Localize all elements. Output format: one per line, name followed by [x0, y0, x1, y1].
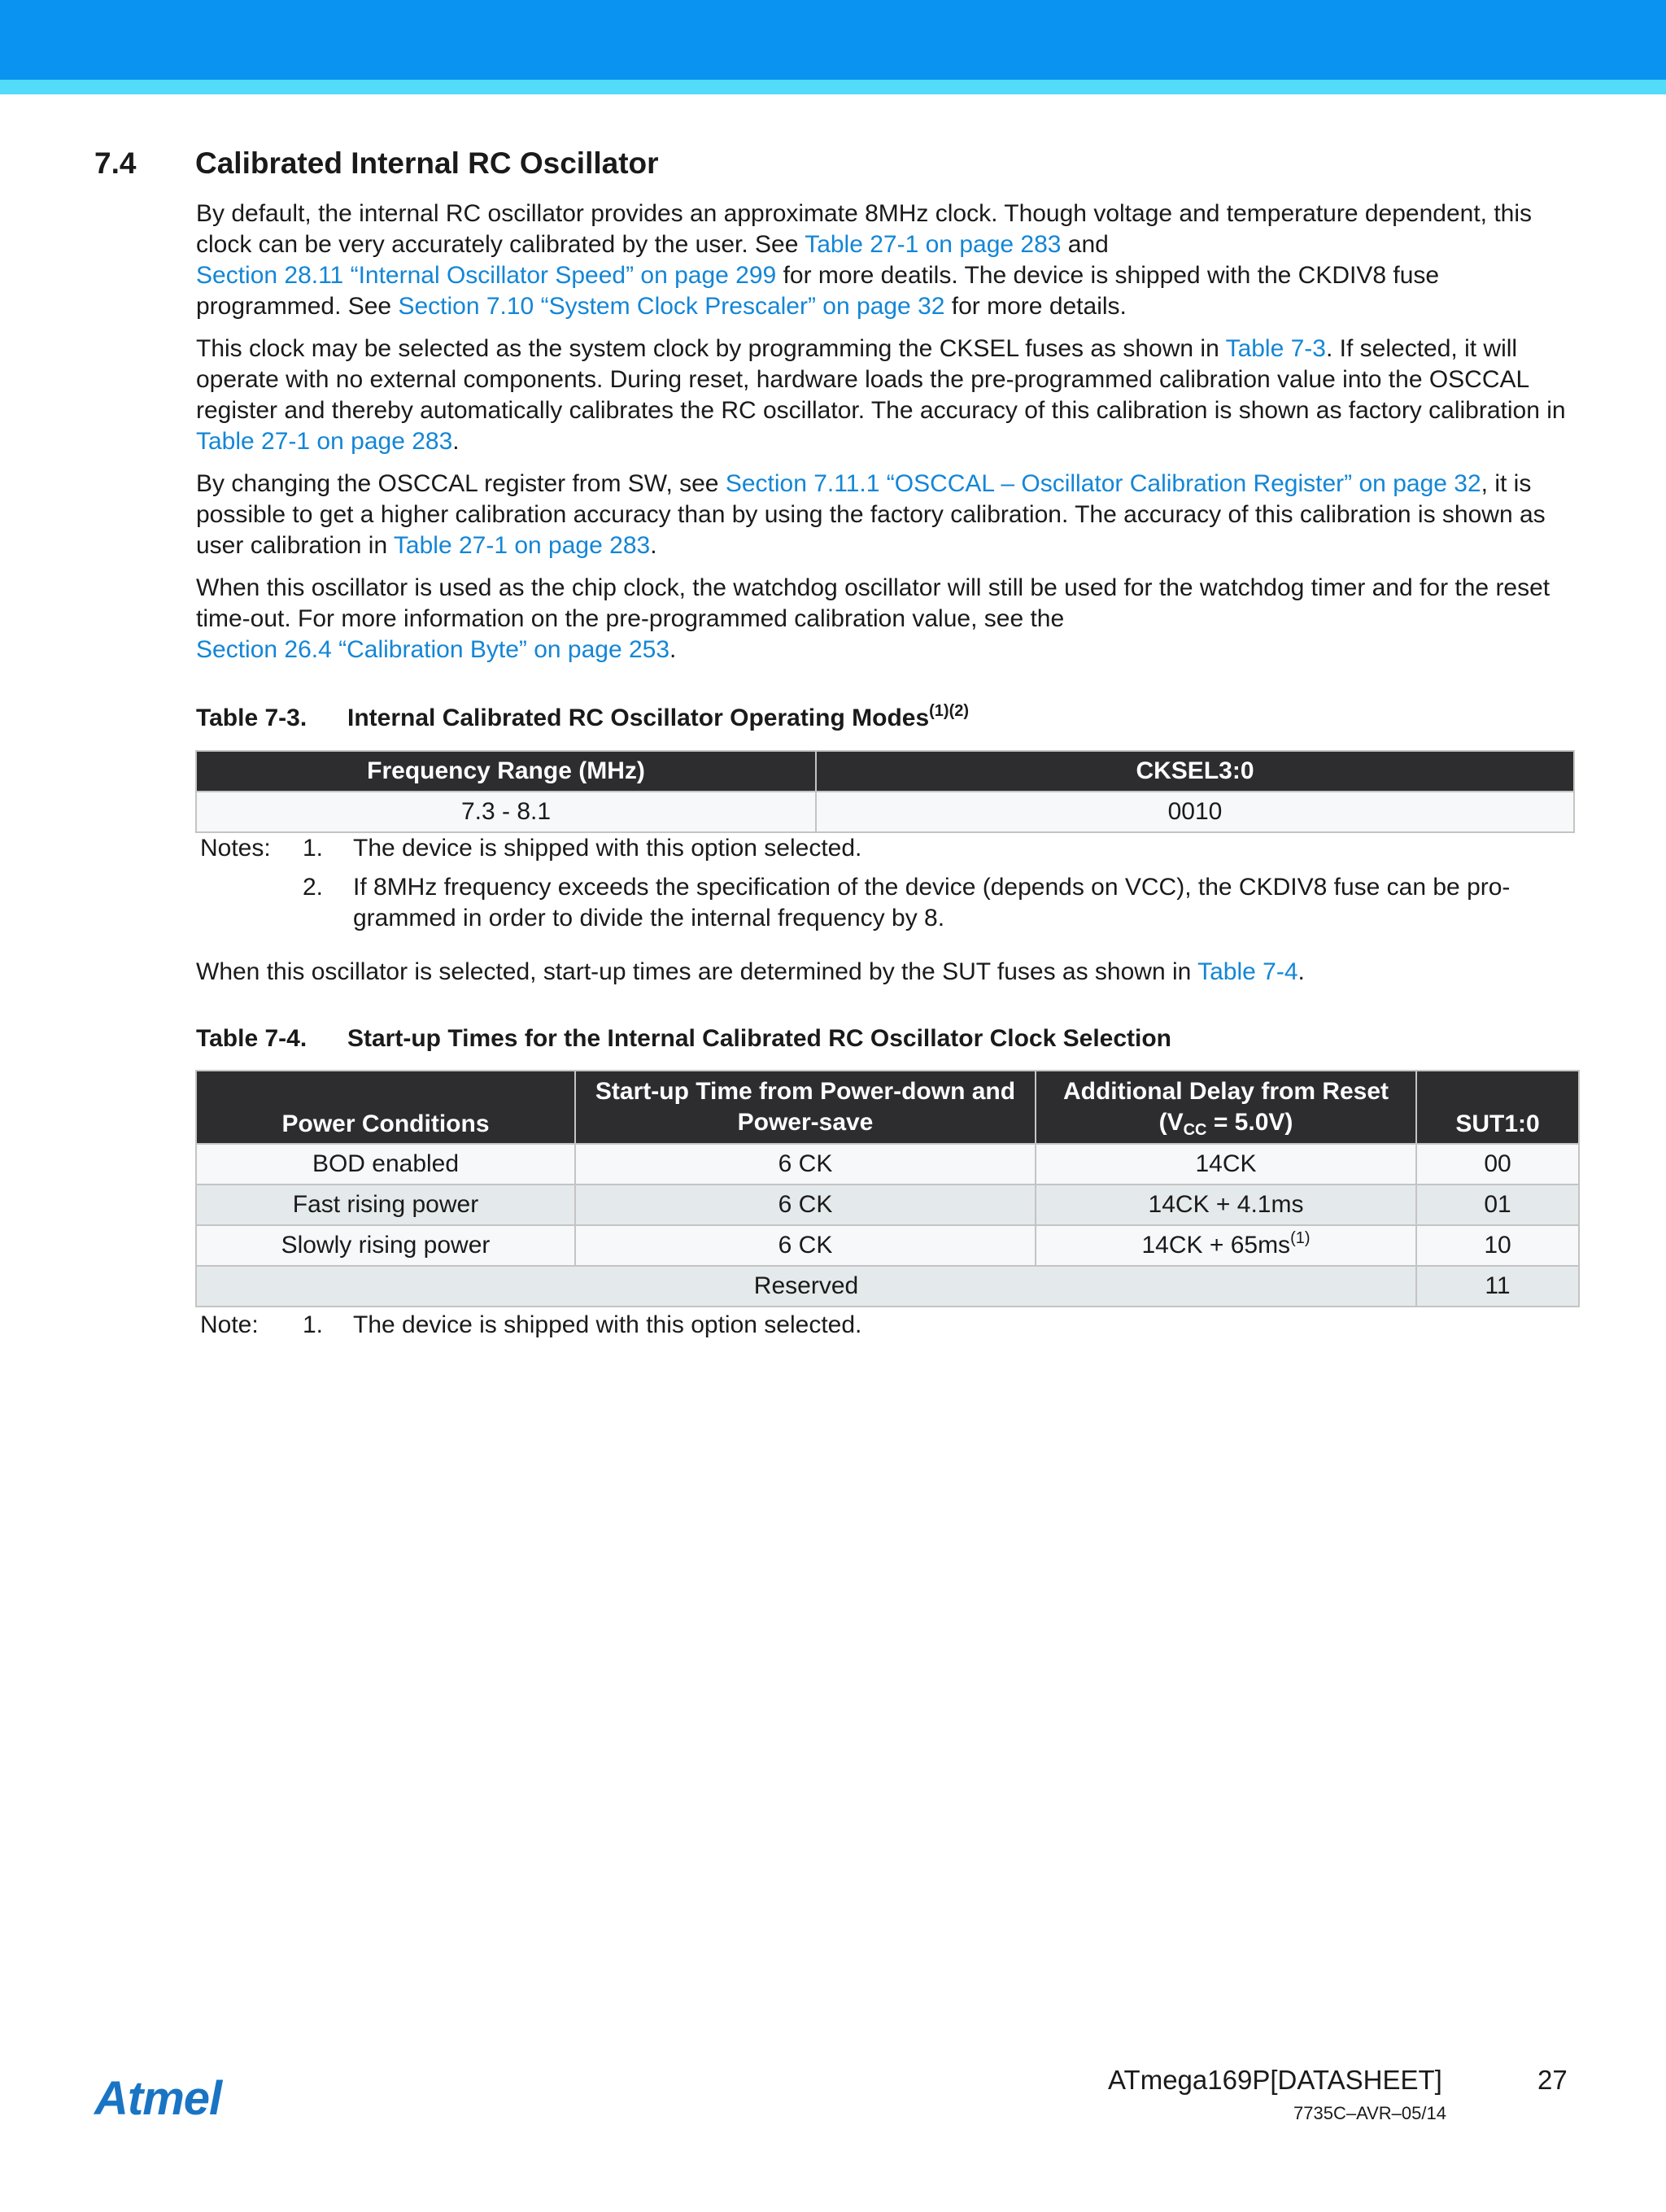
- paragraph-sut: When this oscillator is selected, start-up times are determined by the SUT fuses as shown in Table 7-4.: [196, 958, 1305, 985]
- paragraph-osccal: By changing the OSCCAL register from SW, see Section 7.11.1 “OSCCAL – Oscillator Calibration Register” on page 32, it is possible to get a higher calibration accuracy than by using the factory calibration. The accuracy of this calibration is shown as user calibration in Table 27-1 on page 283.: [196, 470, 1546, 559]
- column-header: CKSEL3:0: [816, 751, 1574, 792]
- table-row: BOD enabled 6 CK 14CK 00: [196, 1144, 1579, 1185]
- document-code: 7735C–AVR–05/14: [1293, 2103, 1446, 2123]
- section-number: 7.4: [94, 146, 137, 180]
- reserved-cell: Reserved: [196, 1266, 1416, 1307]
- header-stripe: [0, 80, 1666, 94]
- link-section-7-10[interactable]: Section 7.10 “System Clock Prescaler” on page 32: [398, 293, 945, 320]
- paragraph-cksel: This clock may be selected as the system clock by programming the CKSEL fuses as shown in Table 7-3. If selected, it will operate with no external components. During reset, hardware loads the pre-programmed calibration value into the OSCCAL register and thereby automatically calibrates the RC oscillator. The accuracy of this calibration is shown as factory calibration in Table 27-1 on page 283.: [196, 335, 1566, 455]
- column-header: Power Conditions: [196, 1071, 575, 1144]
- link-table-27-1[interactable]: Table 27-1 on page 283: [393, 532, 651, 559]
- table-number: Table 7-3.: [196, 705, 307, 731]
- link-table-7-4[interactable]: Table 7-4: [1197, 958, 1298, 985]
- document-title: ATmega169P[DATASHEET]: [1108, 2065, 1442, 2095]
- header-bar: [0, 0, 1666, 80]
- page-number: 27: [1537, 2065, 1568, 2095]
- table-number: Table 7-4.: [196, 1025, 307, 1052]
- table-row: Reserved 11: [196, 1266, 1579, 1307]
- link-table-27-1[interactable]: Table 27-1 on page 283: [196, 428, 453, 455]
- table-row: Fast rising power 6 CK 14CK + 4.1ms 01: [196, 1185, 1579, 1225]
- table-title: Internal Calibrated RC Oscillator Operating Modes$^{(1)(2)}$: [347, 702, 970, 731]
- link-section-7-11-1[interactable]: Section 7.11.1 “OSCCAL – Oscillator Calibration Register” on page 32: [725, 470, 1481, 497]
- link-section-28-11[interactable]: Section 28.11 “Internal Oscillator Speed” on page 299: [196, 262, 777, 289]
- atmel-logo: Atmel: [94, 2072, 222, 2125]
- column-header: Start-up Time from Power-down and Power-save: [575, 1071, 1036, 1144]
- link-section-26-4[interactable]: Section 26.4 “Calibration Byte” on page 253: [196, 636, 670, 663]
- section-title: Calibrated Internal RC Oscillator: [195, 146, 659, 180]
- column-header: Additional Delay from Reset $(V_{CC} = 5.0V)$: [1036, 1071, 1416, 1144]
- table-7-3: [195, 750, 1575, 833]
- paragraph-watchdog: When this oscillator is used as the chip clock, the watchdog oscillator will still be used for the watchdog timer and for the reset time-out. For more information on the pre-programmed calibration value, see the Section 26.4 “Calibration Byte” on page 253.: [196, 574, 1550, 663]
- table-7-4: [195, 1070, 1580, 1307]
- table-row: 7.3 - 8.1 0010: [196, 792, 1574, 832]
- paragraph-intro: By default, the internal RC oscillator provides an approximate 8MHz clock. Though voltage and temperature dependent, this clock can be very accurately calibrated by the user. See Table 27-1 on page 283 and Section 28.11 “Internal Oscillator Speed” on page 299 for more deatils. The device is shipped with the CKDIV8 fuse programmed. See Section 7.10 “System Clock Prescaler” on page 32 for more details.: [196, 200, 1533, 320]
- table-title: Start-up Times for the Internal Calibrated RC Oscillator Clock Selection: [347, 1025, 1171, 1052]
- table-row: Slowly rising power 6 CK $14CK + 65ms^{(1)}$ 10: [196, 1225, 1579, 1266]
- link-table-27-1[interactable]: Table 27-1 on page 283: [805, 231, 1062, 258]
- column-header: Frequency Range (MHz): [196, 751, 816, 792]
- link-table-7-3[interactable]: Table 7-3: [1225, 335, 1326, 362]
- column-header: SUT1:0: [1416, 1071, 1579, 1144]
